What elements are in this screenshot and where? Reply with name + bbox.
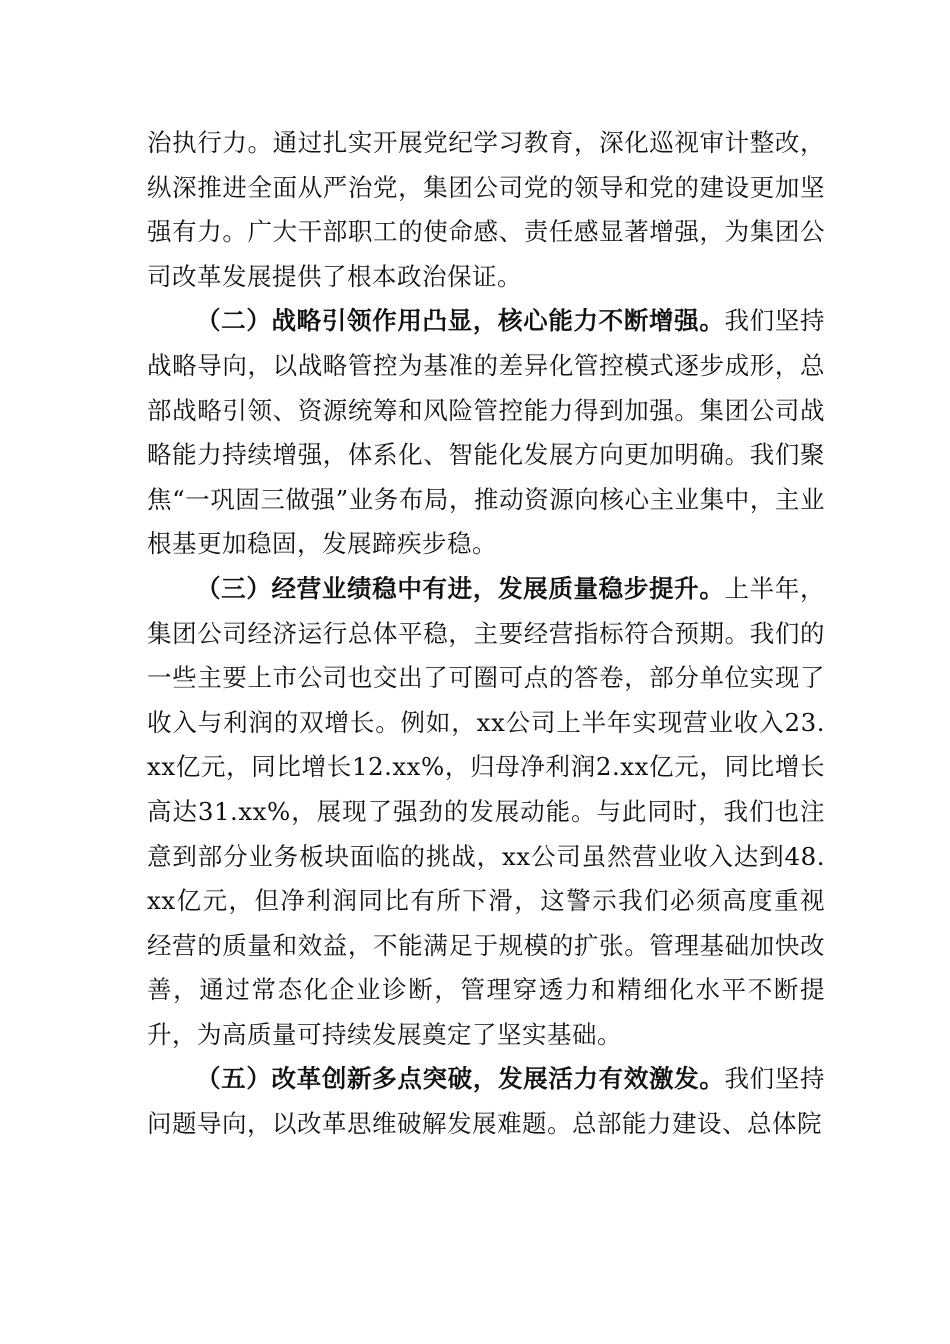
paragraph-5: [147, 1057, 825, 1146]
paragraph-3-text: 上半年，集团公司经济运行总体平稳，主要经营指标符合预期。我们的一些主要上市公司也交出了可圈可点的答卷，部分单位实现了收入与利润的双增长。例如，xx公司上半年实现营业收入23.xx亿元，同比增长12.xx%，归母净利润2.xx亿元，同比增长高达31.xx%，展现了强劲的发展动能。与此同时，我们也注意到部分业务板块面临的挑战，xx公司虽然营业收入达到48.xx亿元，但净利润同比有所下滑，这警示我们必须高度重视经营的质量和效益，不能满足于规模的扩张。管理基础加快改善，通过常态化企业诊断，管理穿透力和精细化水平不断提升，为高质量可持续发展奠定了坚实基础。: [147, 573, 825, 1049]
paragraph-2: [147, 299, 825, 567]
paragraph-1: [147, 121, 825, 299]
section-heading-2: （二）战略引领作用凸显，核心能力不断增强。: [196, 306, 725, 336]
paragraph-1-text: 治执行力。通过扎实开展党纪学习教育，深化巡视审计整改，纵深推进全面从严治党，集团公司党的领导和党的建设更加坚强有力。广大干部职工的使命感、责任感显著增强，为集团公司改革发展提供了根本政治保证。: [147, 128, 825, 291]
document-page: [147, 121, 825, 1147]
paragraph-5-text: 我们坚持问题导向，以改革思维破解发展难题。总部能力建设、总体院: [147, 1064, 825, 1139]
paragraph-3: [147, 567, 825, 1058]
section-heading-5: （五）改革创新多点突破，发展活力有效激发。: [196, 1064, 725, 1094]
paragraph-2-text: 我们坚持战略导向，以战略管控为基准的差异化管控模式逐步成形，总部战略引领、资源统筹和风险管控能力得到加强。集团公司战略能力持续增强，体系化、智能化发展方向更加明确。我们聚焦“一巩固三做强”业务布局，推动资源向核心主业集中，主业根基更加稳固，发展蹄疾步稳。: [147, 306, 825, 559]
section-heading-3: （三）经营业绩稳中有进，发展质量稳步提升。: [196, 573, 725, 603]
